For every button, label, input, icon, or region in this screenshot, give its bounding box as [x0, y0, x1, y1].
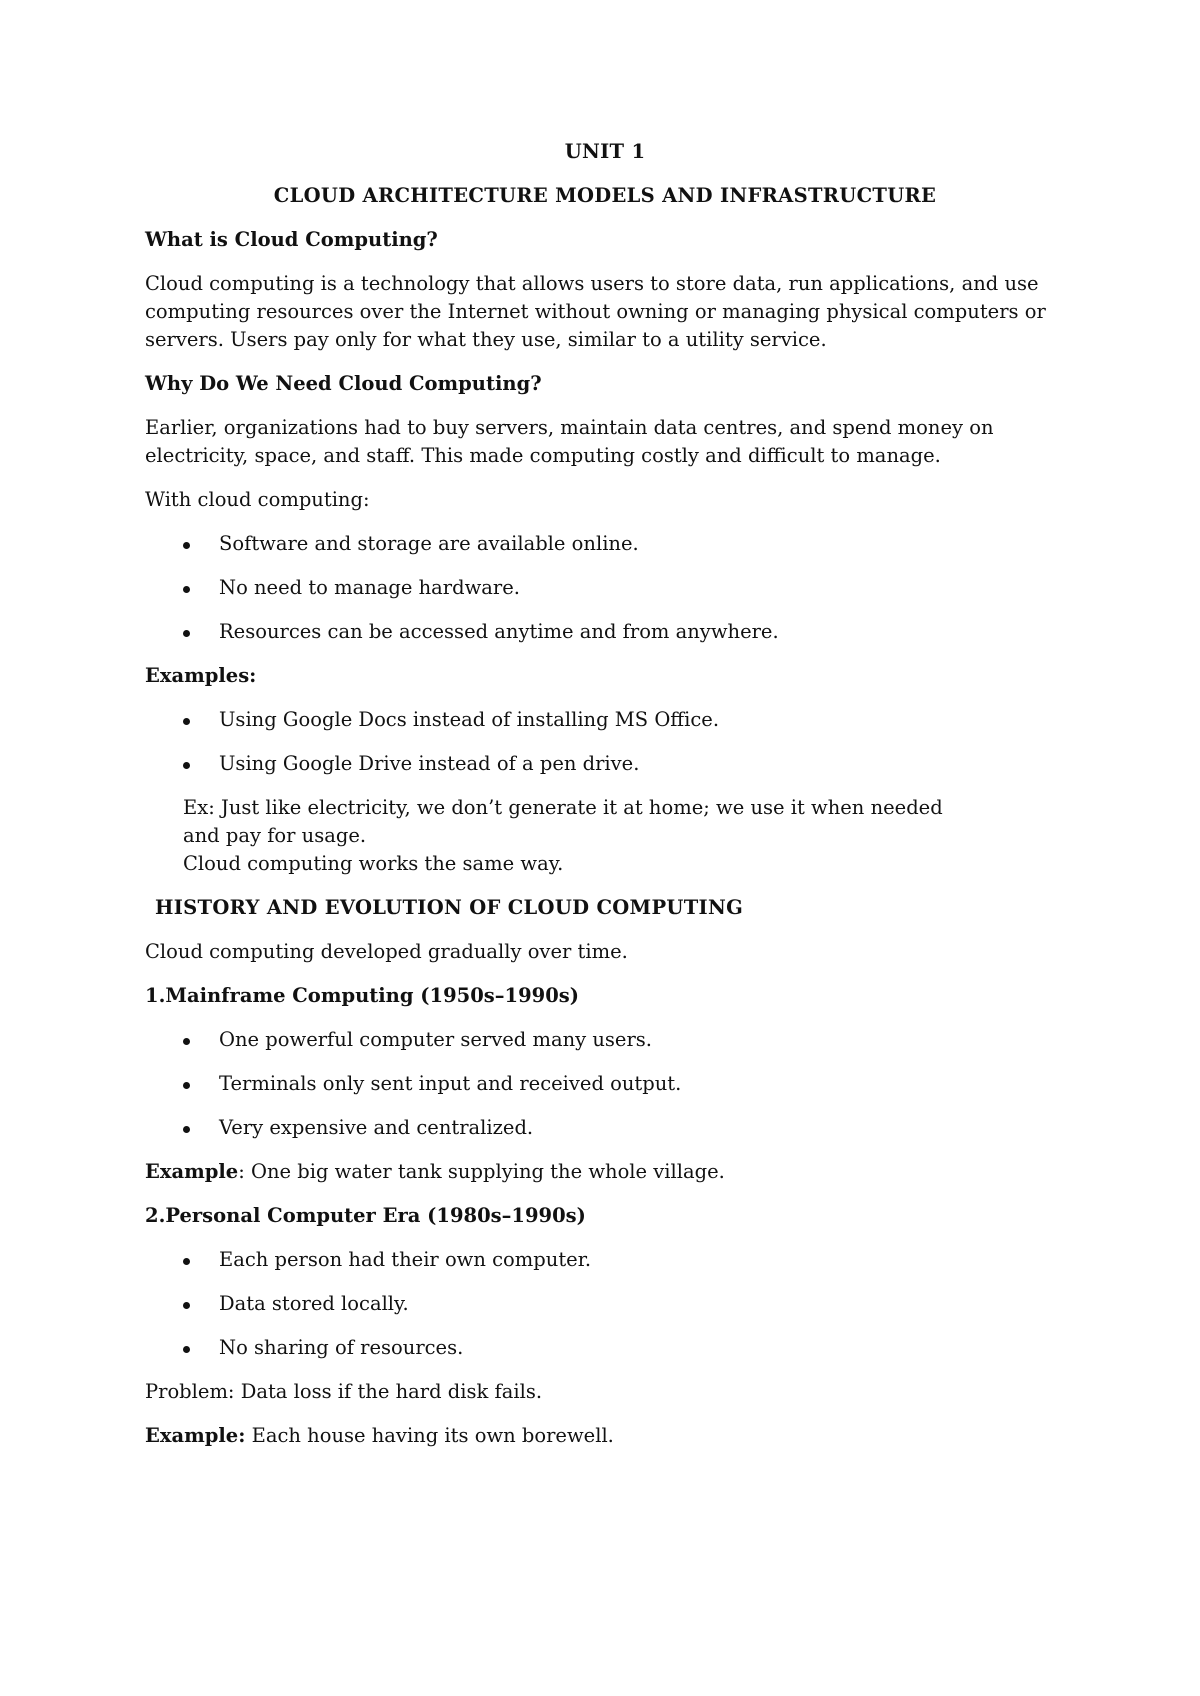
list-item-text: Terminals only sent input and received output. — [219, 1072, 682, 1095]
why-need-list — [145, 530, 1065, 646]
history-intro: Cloud computing developed gradually over time. — [145, 940, 628, 963]
example-label: Example — [145, 1160, 239, 1183]
list-item — [145, 1334, 1065, 1362]
analogy-line-2: and pay for usage. — [183, 824, 367, 847]
main-title: CLOUD ARCHITECTURE MODELS AND INFRASTRUCTURE — [273, 184, 937, 207]
what-is-body: Cloud computing is a technology that allows users to store data, run applications, and use computing resources over the Internet without owning or managing physical computers or servers. Users pay only for what they use, similar to a utility service. — [145, 272, 1046, 351]
bullet-icon — [183, 1082, 190, 1089]
why-need-body: Earlier, organizations had to buy servers, maintain data centres, and spend money on electricity, space, and staff. This made computing costly and difficult to manage. — [145, 416, 994, 467]
bullet-icon — [183, 630, 190, 637]
bullet-icon — [183, 586, 190, 593]
list-item — [145, 530, 1065, 558]
list-item — [145, 1070, 1065, 1098]
list-item-text: No sharing of resources. — [219, 1336, 464, 1359]
why-need-intro: With cloud computing: — [145, 488, 370, 511]
example-text: : One big water tank supplying the whole village. — [238, 1160, 725, 1183]
list-item — [145, 574, 1065, 602]
list-item-text: Using Google Docs instead of installing MS Office. — [219, 708, 720, 731]
list-item-text: Each person had their own computer. — [219, 1248, 592, 1271]
list-item-text: No need to manage hardware. — [219, 576, 520, 599]
bullet-icon — [183, 1126, 190, 1133]
mainframe-list — [145, 1026, 1065, 1142]
examples-heading: Examples: — [145, 664, 257, 687]
history-heading: HISTORY AND EVOLUTION OF CLOUD COMPUTING — [155, 896, 744, 919]
document-page — [145, 138, 1065, 1466]
bullet-icon — [183, 1346, 190, 1353]
example-text: Each house having its own borewell. — [245, 1424, 614, 1447]
analogy-line-3: Cloud computing works the same way. — [183, 852, 564, 875]
list-item-text: One powerful computer served many users. — [219, 1028, 652, 1051]
bullet-icon — [183, 542, 190, 549]
list-item-text: Very expensive and centralized. — [219, 1116, 534, 1139]
unit-title: UNIT 1 — [564, 140, 646, 163]
bullet-icon — [183, 1302, 190, 1309]
pc-era-heading: 2.Personal Computer Era (1980s–1990s) — [145, 1204, 586, 1227]
list-item-text: Data stored locally. — [219, 1292, 409, 1315]
list-item — [145, 1026, 1065, 1054]
pc-era-problem: Problem: Data loss if the hard disk fails. — [145, 1380, 543, 1403]
examples-list — [145, 706, 1065, 778]
example-label: Example: — [145, 1424, 246, 1447]
list-item — [145, 706, 1065, 734]
what-is-heading: What is Cloud Computing? — [145, 228, 438, 251]
bullet-icon — [183, 1258, 190, 1265]
list-item-text: Software and storage are available online. — [219, 532, 639, 555]
why-need-heading: Why Do We Need Cloud Computing? — [145, 372, 542, 395]
bullet-icon — [183, 762, 190, 769]
analogy-block — [183, 794, 1065, 878]
bullet-icon — [183, 1038, 190, 1045]
mainframe-example — [145, 1158, 1065, 1186]
bullet-icon — [183, 718, 190, 725]
list-item — [145, 1246, 1065, 1274]
analogy-line-1: Ex: Just like electricity, we don’t generate it at home; we use it when needed — [183, 796, 943, 819]
list-item — [145, 618, 1065, 646]
list-item-text: Using Google Drive instead of a pen drive. — [219, 752, 640, 775]
list-item — [145, 1290, 1065, 1318]
list-item — [145, 1114, 1065, 1142]
mainframe-heading: 1.Mainframe Computing (1950s–1990s) — [145, 984, 579, 1007]
list-item-text: Resources can be accessed anytime and from anywhere. — [219, 620, 779, 643]
pc-era-example — [145, 1422, 1065, 1450]
pc-era-list — [145, 1246, 1065, 1362]
list-item — [145, 750, 1065, 778]
